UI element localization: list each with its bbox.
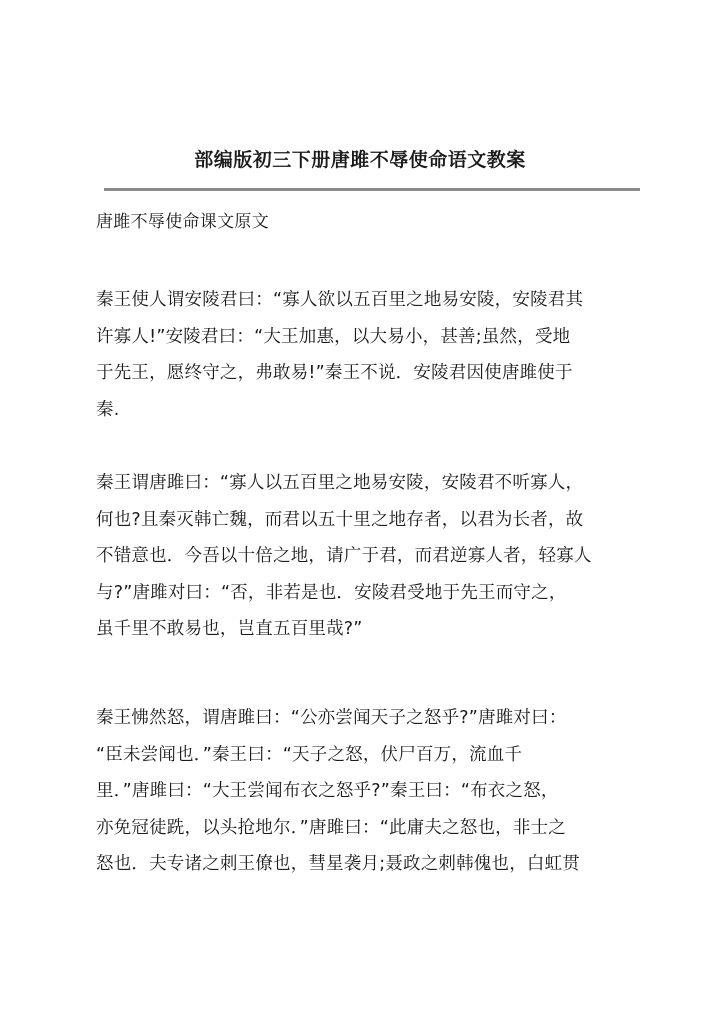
paragraph-line: 秦. bbox=[96, 399, 120, 420]
paragraph-line: 虽千里不敢易也，岂直五百里哉?” bbox=[96, 619, 363, 640]
paragraph-line: “臣未尝闻也．”秦王曰：“天子之怒，伏尸百万，流血千 bbox=[96, 744, 523, 765]
paragraph-line: 不错意也．今吾以十倍之地，请广于君，而君逆寡人者，轻寡人 bbox=[96, 546, 592, 567]
section-heading: 唐雎不辱使命课文原文 bbox=[96, 212, 269, 232]
paragraph-line: 秦王谓唐雎曰：“寡人以五百里之地易安陵，安陵君不听寡人， bbox=[96, 473, 584, 493]
paragraph-2 bbox=[96, 465, 644, 648]
title-underline bbox=[104, 188, 640, 191]
paragraph-1 bbox=[96, 282, 644, 428]
paragraph-3 bbox=[96, 700, 644, 883]
document-title: 部编版初三下册唐雎不辱使命语文教案 bbox=[194, 149, 526, 171]
paragraph-line: 怒也．夫专诸之刺王僚也，彗星袭月;聂政之刺韩傀也，白虹贯 bbox=[96, 854, 580, 875]
paragraph-line: 与?”唐雎对曰：“否，非若是也．安陵君受地于先王而守之， bbox=[96, 582, 567, 603]
paragraph-line: 许寡人!”安陵君曰：“大王加惠，以大易小，甚善;虽然，受地 bbox=[96, 326, 571, 347]
paragraph-line: 秦王怫然怒，谓唐雎曰：“公亦尝闻天子之怒乎?”唐雎对曰： bbox=[96, 708, 567, 728]
paragraph-line: 秦王使人谓安陵君曰：“寡人欲以五百里之地易安陵，安陵君其 bbox=[96, 290, 584, 310]
paragraph-line: 何也?且秦灭韩亡魏，而君以五十里之地存者，以君为长者，故 bbox=[96, 509, 584, 530]
paragraph-line: 于先王，愿终守之，弗敢易!”秦王不说．安陵君因使唐雎使于 bbox=[96, 363, 573, 384]
paragraph-line: 亦免冠徒跣，以头抢地尔．”唐雎曰：“此庸夫之怒也，非士之 bbox=[96, 817, 566, 838]
paragraph-line: 里．”唐雎曰：“大王尝闻布衣之怒乎?”秦王曰：“布衣之怒， bbox=[96, 781, 559, 802]
